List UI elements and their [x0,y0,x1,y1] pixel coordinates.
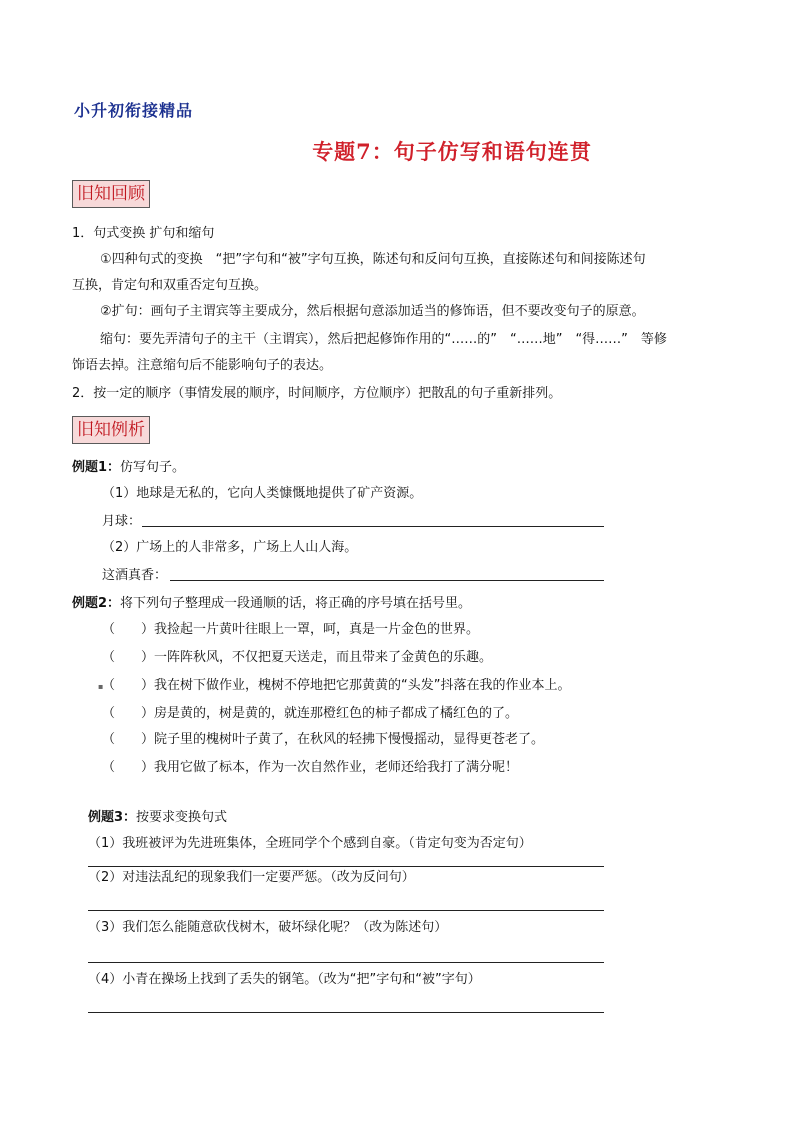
example-2-item: （ ）院子里的槐树叶子黄了，在秋风的轻拂下慢慢摇动，显得更苍老了。 [102,732,545,747]
example-3-answer-4-line[interactable] [88,1012,604,1013]
example-1-question-2: （2）广场上的人非常多，广场上人山人海。 [102,540,358,555]
example-3-question-1: （1）我班被评为先进班集体，全班同学个个感到自豪。（肯定句变为否定句） [88,836,532,851]
example-1-answer-1-line[interactable] [142,526,604,527]
example-2-item: （ ）我用它做了标本，作为一次自然作业，老师还给我打了满分呢！ [102,760,519,775]
review-paragraph-3a: 缩句：要先弄清句子的主干（主谓宾），然后把起修饰作用的“……的” “……地” “得……” 等修 [100,332,667,347]
example-3-header [88,808,227,828]
example-3-label: 例题3： [88,810,137,825]
example-2-item: （ ）一阵阵秋风，不仅把夏天送走，而且带来了金黄色的乐趣。 [102,650,493,665]
page-title: 专题7：句子仿写和语句连贯 [312,139,592,164]
review-item-1: 1．句式变换 扩句和缩句 [72,226,215,241]
example-2-item: （ ）房是黄的，树是黄的，就连那橙红色的柿子都成了橘红色的了。 [102,706,519,721]
example-1-question-1: （1）地球是无私的，它向人类慷慨地提供了矿产资源。 [102,486,423,501]
example-3-question-2: （2）对违法乱纪的现象我们一定要严惩。（改为反问句） [88,870,415,885]
example-1-answer-1-label: 月球： [102,514,142,529]
brand-label: 小升初衔接精品 [74,101,194,120]
example-3-answer-1-line[interactable] [88,866,604,867]
example-2-label: 例题2： [72,596,121,611]
bullet-mark-icon: ▪ [98,682,104,691]
review-item-2: 2．按一定的顺序（事情发展的顺序，时间顺序，方位顺序）把散乱的句子重新排列。 [72,386,562,401]
review-paragraph-2: ②扩句：画句子主谓宾等主要成分，然后根据句意添加适当的修饰语，但不要改变句子的原意。 [100,304,645,319]
example-3-question-4: （4）小青在操场上找到了丢失的钢笔。（改为“把”字句和“被”字句） [88,972,481,987]
example-3-question-3: （3）我们怎么能随意砍伐树木，破坏绿化呢？（改为陈述句） [88,920,448,935]
example-1-instruction: 仿写句子。 [120,460,186,475]
review-paragraph-3b: 饰语去掉。注意缩句后不能影响句子的表达。 [72,358,333,373]
example-1-label: 例题1： [72,460,121,475]
section-heading-examples: 旧知例析 [72,416,150,444]
section-heading-review: 旧知回顾 [72,180,150,208]
example-2-item: （ ）我在树下做作业，槐树不停地把它那黄黄的“头发”抖落在我的作业本上。 [102,678,571,693]
review-paragraph-1a: ①四种句式的变换 “把”字句和“被”字句互换，陈述句和反问句互换，直接陈述句和间接陈述句 [100,252,646,267]
example-2-item: （ ）我捡起一片黄叶往眼上一罩，呵，真是一片金色的世界。 [102,622,480,637]
example-2-header [72,594,471,614]
example-3-answer-2-line[interactable] [88,910,604,911]
example-1-answer-2-label: 这酒真香： [102,568,168,583]
example-3-instruction: 按要求变换句式 [136,810,228,825]
review-paragraph-1b: 互换，肯定句和双重否定句互换。 [72,278,268,293]
example-2-instruction: 将下列句子整理成一段通顺的话，将正确的序号填在括号里。 [120,596,472,611]
example-1-header [72,458,185,478]
example-1-answer-2-line[interactable] [170,580,604,581]
example-3-answer-3-line[interactable] [88,962,604,963]
